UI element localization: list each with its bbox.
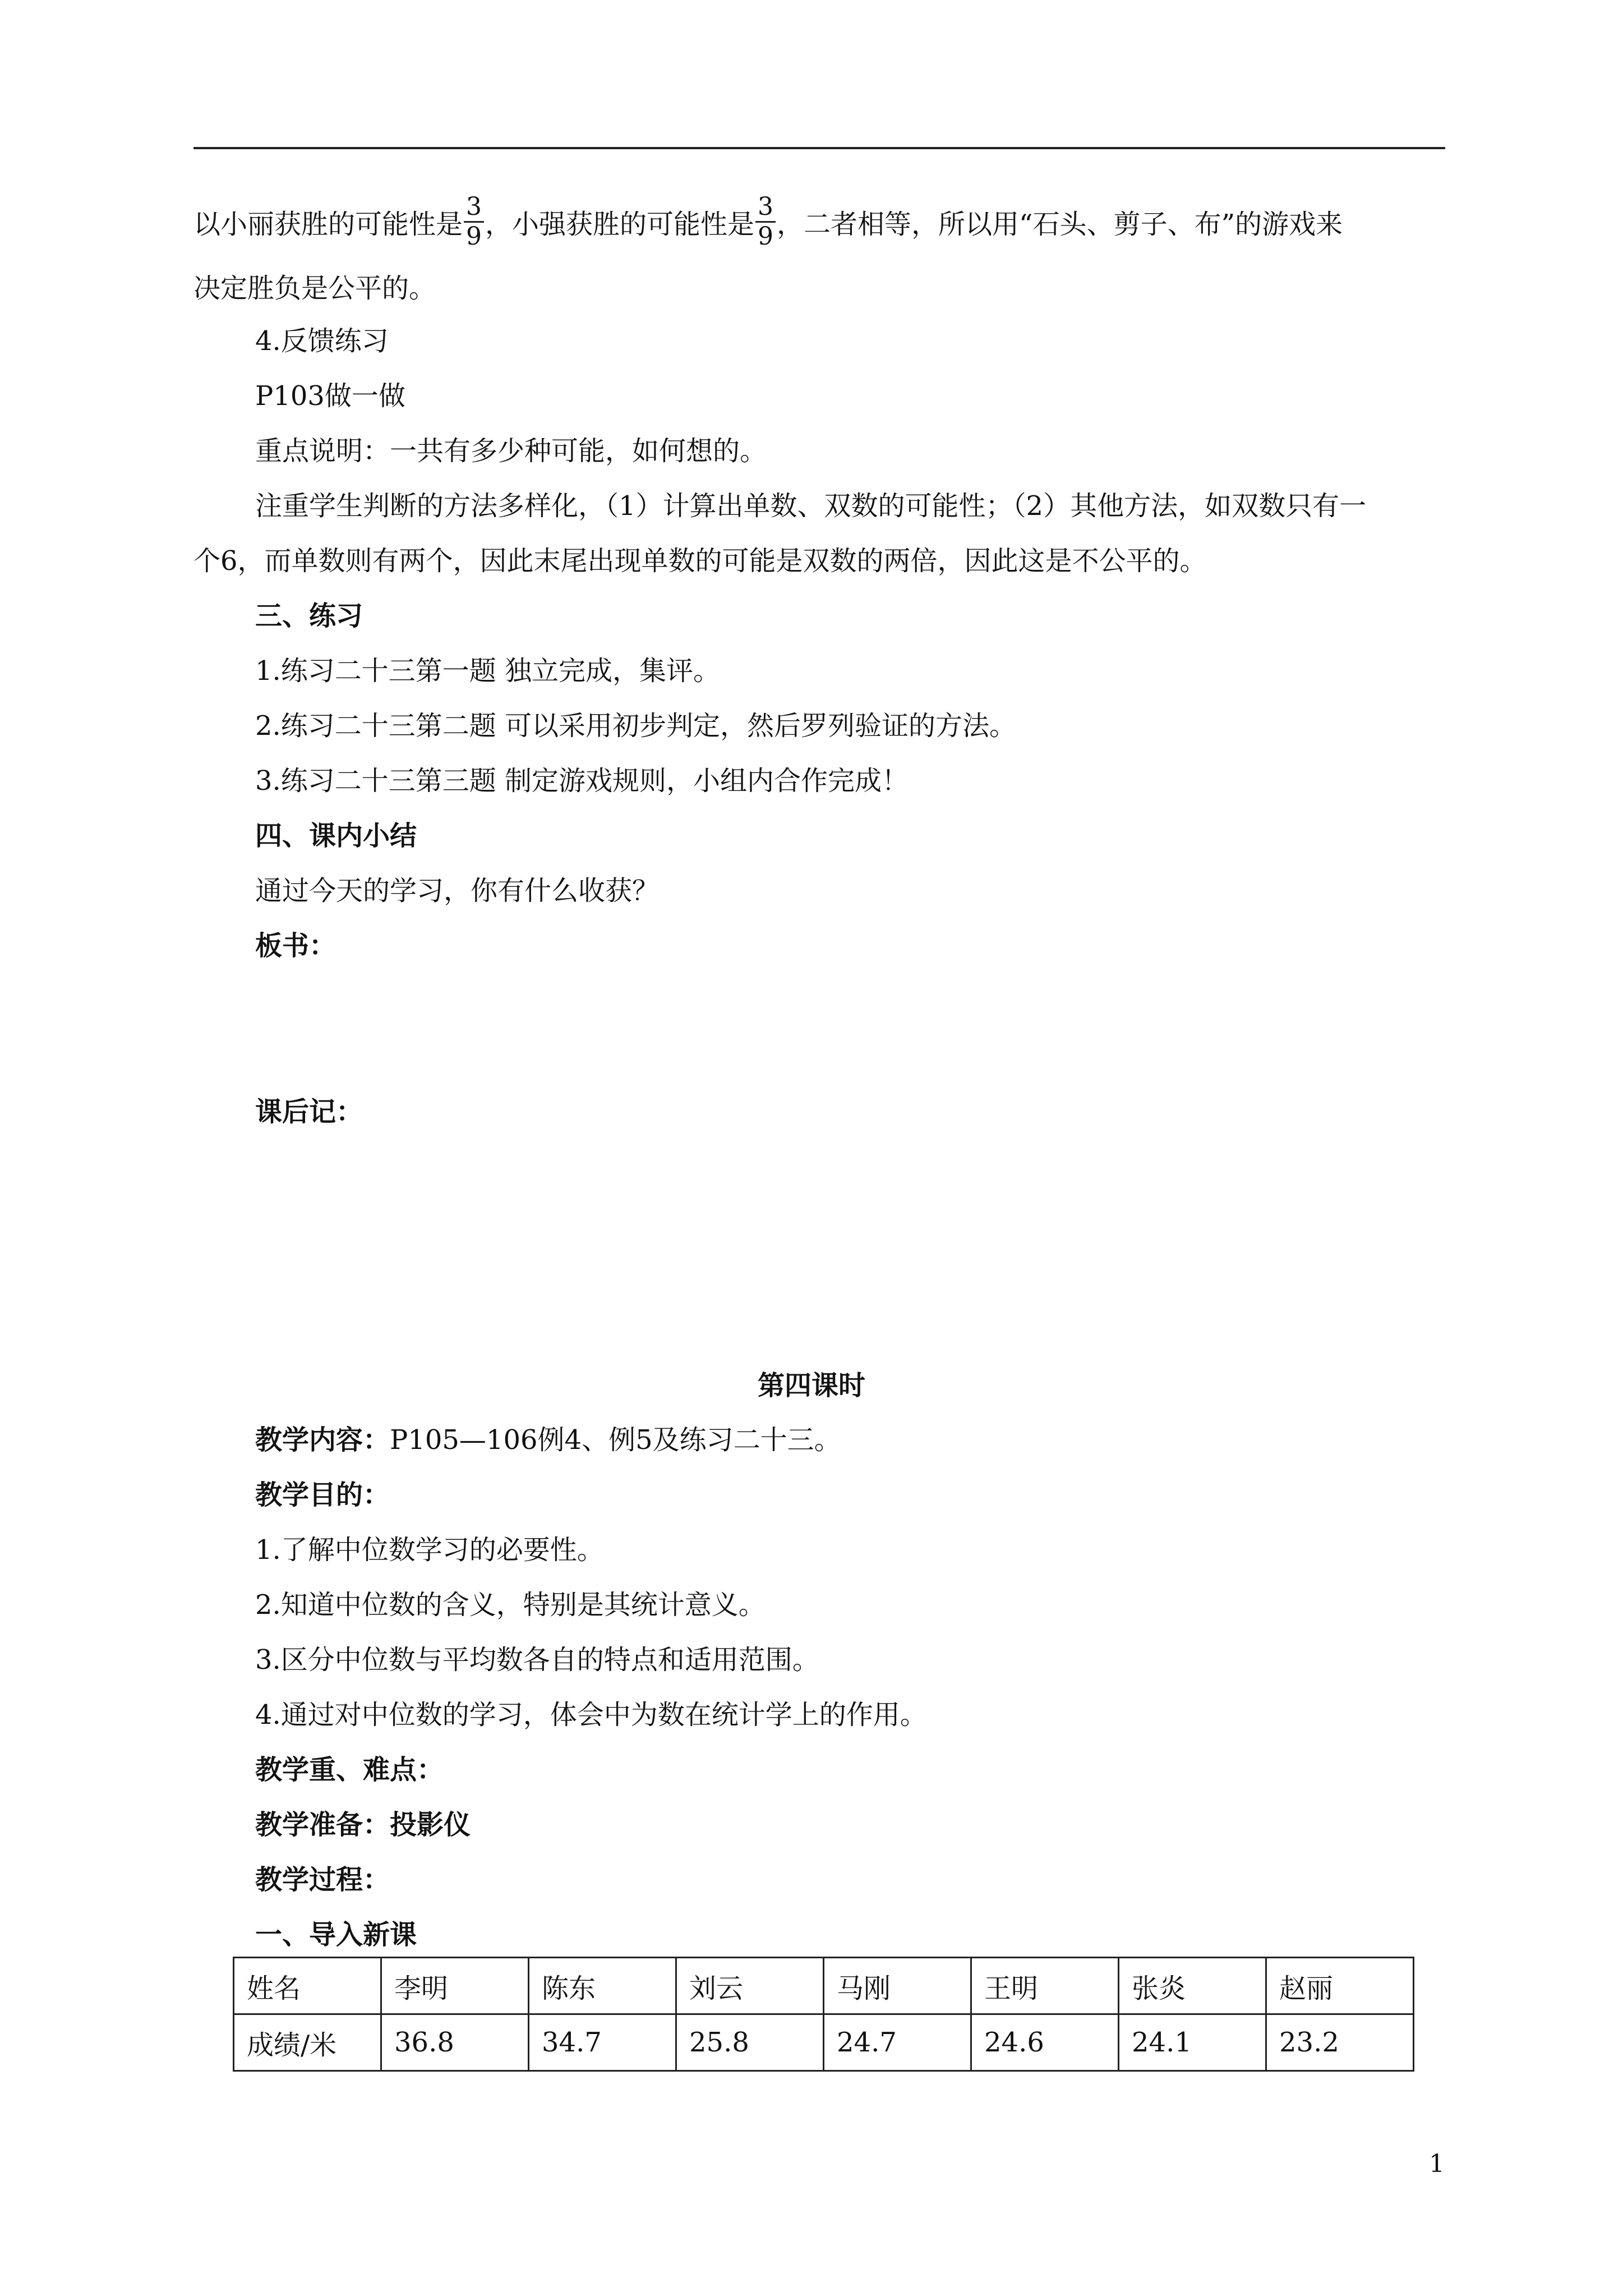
- para1-line1: [193, 192, 1343, 255]
- header-rule: [193, 147, 1445, 149]
- after-class-notes-label: 课后记：: [255, 1096, 363, 1128]
- table-cell: 张炎: [1119, 1958, 1266, 2014]
- method-line2: 个6，而单数则有两个，因此末尾出现单数的可能是双数的两倍，因此这是不公平的。: [193, 545, 1207, 577]
- p103-line: P103做一做: [255, 380, 405, 412]
- section-summary-heading: 四、课内小结: [255, 820, 417, 852]
- para1-text-b: ，小强获胜的可能性是: [485, 209, 755, 240]
- key-difficulty-label: 教学重、难点：: [255, 1754, 444, 1786]
- table-cell: 成绩/米: [234, 2014, 381, 2071]
- teaching-goal-item: 3.区分中位数与平均数各自的特点和适用范围。: [255, 1644, 819, 1676]
- teaching-process-label: 教学过程：: [255, 1864, 390, 1895]
- table-cell: 36.8: [381, 2014, 529, 2071]
- feedback-heading: 4.反馈练习: [255, 325, 389, 357]
- para1-text-a: 以小丽获胜的可能性是: [193, 209, 463, 240]
- scores-table: [233, 1957, 1414, 2072]
- exercise-3: 3.练习二十三第三题 制定游戏规则，小组内合作完成！: [255, 765, 909, 797]
- board-label: 板书：: [255, 930, 336, 961]
- table-cell: 李明: [381, 1958, 529, 2014]
- table-cell: 马刚: [824, 1958, 971, 2014]
- para1-text-c: ，二者相等，所以用“石头、剪子、布”的游戏来: [777, 209, 1343, 240]
- table-cell: 24.7: [824, 2014, 971, 2071]
- fraction-numerator: 3: [464, 193, 484, 223]
- table-cell: 23.2: [1266, 2014, 1414, 2071]
- lesson-title: 第四课时: [757, 1370, 865, 1401]
- fraction-xiaoqiang: [755, 193, 776, 251]
- teaching-content-line: [255, 1423, 841, 1457]
- fraction-denominator: 9: [466, 222, 482, 251]
- teaching-goal-item: 2.知道中位数的含义，特别是其统计意义。: [255, 1589, 766, 1621]
- table-cell: 姓名: [234, 1958, 381, 2014]
- table-cell: 25.8: [676, 2014, 824, 2071]
- summary-question: 通过今天的学习，你有什么收获？: [255, 875, 660, 907]
- table-row: [234, 2014, 1414, 2071]
- fraction-xiaoli: [464, 193, 484, 251]
- teaching-goal-label: 教学目的：: [255, 1479, 390, 1511]
- fraction-numerator: 3: [755, 193, 776, 223]
- table-cell: 24.6: [971, 2014, 1119, 2071]
- para1-line2: 决定胜负是公平的。: [193, 273, 436, 304]
- teaching-prep: 教学准备：投影仪: [255, 1809, 471, 1841]
- table-cell: 24.1: [1119, 2014, 1266, 2071]
- table-cell: 刘云: [676, 1958, 824, 2014]
- table-cell: 34.7: [529, 2014, 676, 2071]
- teaching-goal-item: 4.通过对中位数的学习，体会中为数在统计学上的作用。: [255, 1699, 927, 1731]
- intro-section-heading: 一、导入新课: [255, 1919, 417, 1950]
- method-line1: 注重学生判断的方法多样化，（1）计算出单数、双数的可能性；（2）其他方法，如双数只有一: [255, 490, 1367, 522]
- teaching-content-label: 教学内容：: [255, 1424, 390, 1456]
- table-header-row: [234, 1958, 1414, 2014]
- teaching-content-text: P105—106例4、例5及练习二十三。: [390, 1424, 841, 1456]
- exercise-2: 2.练习二十三第二题 可以采用初步判定，然后罗列验证的方法。: [255, 710, 1017, 742]
- table-cell: 陈东: [529, 1958, 676, 2014]
- exercise-1: 1.练习二十三第一题 独立完成，集评。: [255, 655, 721, 687]
- table-cell: 赵丽: [1266, 1958, 1414, 2014]
- table-cell: 王明: [971, 1958, 1119, 2014]
- teaching-goal-item: 1.了解中位数学习的必要性。: [255, 1534, 604, 1566]
- section-practice-heading: 三、练习: [255, 600, 363, 632]
- fraction-denominator: 9: [758, 222, 774, 251]
- page-number: 1: [1429, 2150, 1445, 2178]
- key-note-line: 重点说明：一共有多少种可能，如何想的。: [255, 435, 767, 467]
